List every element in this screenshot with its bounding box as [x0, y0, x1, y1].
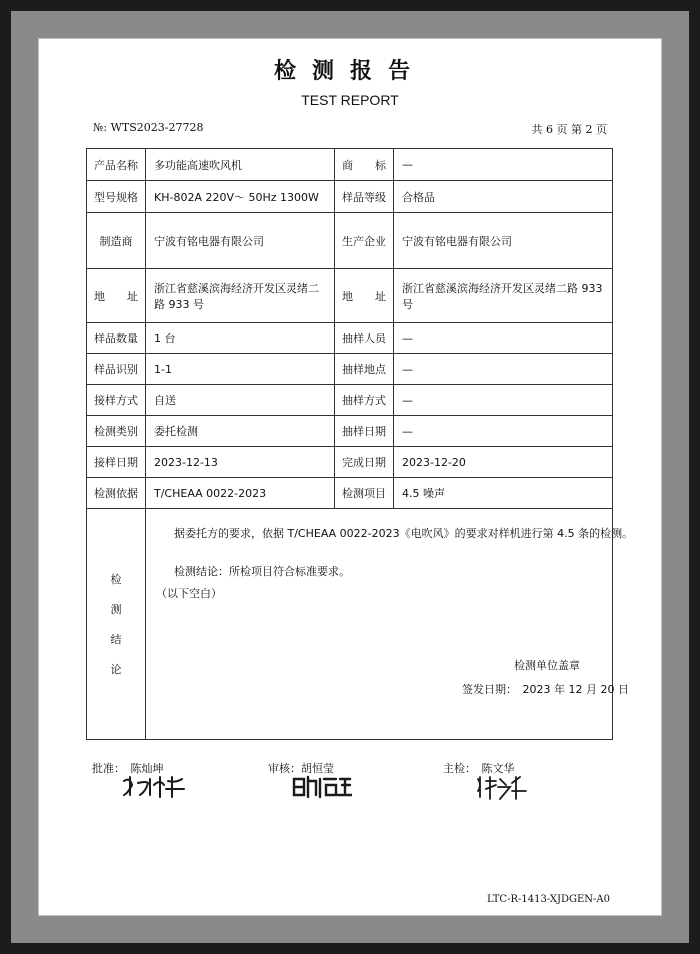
reviewer-signature	[290, 773, 352, 799]
label-sample-qty: 样品数量	[87, 323, 146, 354]
conclusion-para-1: 据委托方的要求，依据 T/CHEAA 0022-2023《电吹风》的要求对样机进行第 4.5 条的检测。	[174, 527, 634, 540]
value-receipt-method: 自送	[146, 385, 335, 416]
value-sample-grade: 合格品	[394, 181, 613, 213]
label-address-2: 地 址	[335, 269, 394, 323]
label-receipt-date: 接样日期	[87, 447, 146, 478]
value-completion-date: 2023-12-20	[394, 447, 613, 478]
value-product-name: 多功能高速吹风机	[146, 149, 335, 181]
value-producer: 宁波有铭电器有限公司	[394, 213, 613, 269]
table-row	[87, 181, 613, 213]
label-sample-grade: 样品等级	[335, 181, 394, 213]
report-title-en: TEST REPORT	[301, 92, 399, 108]
value-trademark: —	[394, 149, 613, 181]
conclusion-para-2: 检测结论：所检项目符合标准要求。	[174, 565, 350, 578]
label-test-category: 检测类别	[87, 416, 146, 447]
value-receipt-date: 2023-12-13	[146, 447, 335, 478]
table-row	[87, 213, 613, 269]
value-sample-id: 1-1	[146, 354, 335, 385]
conclusion-label: 检 测 结 论	[87, 509, 146, 740]
label-receipt-method: 接样方式	[87, 385, 146, 416]
table-row	[87, 323, 613, 354]
label-sampling-site: 抽样地点	[335, 354, 394, 385]
reviewer-label: 审核：胡恒莹	[268, 762, 334, 775]
approver-signature	[120, 773, 190, 799]
table-row	[87, 354, 613, 385]
label-trademark: 商 标	[335, 149, 394, 181]
approver-label: 批准： 陈灿坤	[92, 762, 164, 775]
value-manufacturer: 宁波有铭电器有限公司	[146, 213, 335, 269]
label-producer: 生产企业	[335, 213, 394, 269]
value-sampler: —	[394, 323, 613, 354]
label-sampling-method: 抽样方式	[335, 385, 394, 416]
report-number: №: WTS2023-27728	[93, 121, 204, 134]
inspector-label: 主检： 陈文华	[443, 762, 515, 775]
report-page	[38, 38, 662, 916]
label-model: 型号规格	[87, 181, 146, 213]
value-test-item: 4.5 噪声	[394, 478, 613, 509]
table-row	[87, 416, 613, 447]
conclusion-row	[87, 509, 613, 740]
value-address-2: 浙江省慈溪滨海经济开发区灵绪二路 933 号	[394, 269, 613, 323]
label-manufacturer: 制造商	[87, 213, 146, 269]
table-row	[87, 385, 613, 416]
value-model: KH-802A 220V～ 50Hz 1300W	[146, 181, 335, 213]
value-sampling-site: —	[394, 354, 613, 385]
report-table	[86, 148, 634, 740]
label-address: 地 址	[87, 269, 146, 323]
value-address: 浙江省慈溪滨海经济开发区灵绪二路 933 号	[146, 269, 335, 323]
conclusion-content	[146, 509, 634, 740]
issue-date: 签发日期： 2023 年 12 月 20 日	[462, 683, 629, 696]
label-test-basis: 检测依据	[87, 478, 146, 509]
value-sampling-date: —	[394, 416, 613, 447]
label-test-item: 检测项目	[335, 478, 394, 509]
label-completion-date: 完成日期	[335, 447, 394, 478]
report-title-cn: 检测报告	[273, 59, 426, 84]
value-sample-qty: 1 台	[146, 323, 335, 354]
inspector-signature	[474, 773, 530, 801]
value-sampling-method: —	[394, 385, 613, 416]
label-sampler: 抽样人员	[335, 323, 394, 354]
blank-note: （以下空白）	[156, 587, 222, 600]
label-sampling-date: 抽样日期	[335, 416, 394, 447]
value-test-category: 委托检测	[146, 416, 335, 447]
table-row	[87, 269, 613, 323]
table-row	[87, 478, 613, 509]
form-code: LTC-R-1413-XJDGEN-A0	[486, 894, 610, 905]
label-sample-id: 样品识别	[87, 354, 146, 385]
page-info: 共 6 页 第 2 页	[531, 123, 607, 136]
table-row	[87, 149, 613, 181]
value-test-basis: T/CHEAA 0022-2023	[146, 478, 335, 509]
seal-text: 检测单位盖章	[514, 659, 580, 672]
label-product-name: 产品名称	[87, 149, 146, 181]
table-row	[87, 447, 613, 478]
